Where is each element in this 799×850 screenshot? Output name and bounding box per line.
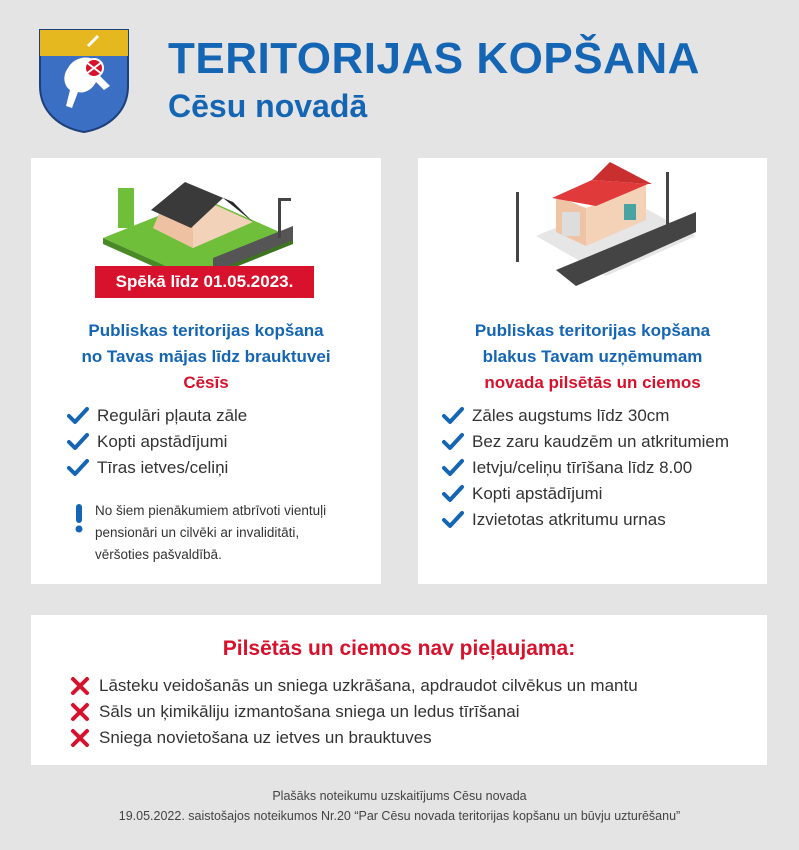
cross-icon: [69, 676, 91, 696]
page-subtitle: Cēsu novadā: [168, 88, 368, 124]
prohibitions-card: [31, 615, 767, 765]
list-item: Tīras ietves/celiņi: [67, 455, 247, 481]
list-item: Bez zaru kaudzēm un atkritumiem: [442, 429, 729, 455]
cross-icon: [69, 702, 91, 722]
check-icon: [442, 458, 464, 478]
left-heading: [31, 318, 381, 396]
business-building-illustration: [496, 162, 696, 296]
right-heading: [418, 318, 767, 396]
business-card: [418, 158, 767, 584]
exclamation-icon: [73, 504, 85, 534]
left-heading-line1: Publiskas teritorijas kopšana: [88, 321, 324, 340]
list-item: Kopti apstādījumi: [442, 481, 729, 507]
validity-badge: Spēkā līdz 01.05.2023.: [95, 266, 314, 298]
list-item: Kopti apstādījumi: [67, 429, 247, 455]
left-heading-line2: no Tavas mājas līdz brauktuvei: [81, 347, 331, 366]
list-item: Sniega novietošana uz ietves un brauktuves: [69, 725, 638, 751]
footer-line1: Plašāks noteikumu uzskaitījums Cēsu novada: [272, 789, 527, 803]
check-icon: [442, 432, 464, 452]
prohibitions-list: [69, 673, 638, 751]
left-heading-red: Cēsīs: [183, 373, 229, 392]
prohibitions-title: Pilsētās un ciemos nav pieļaujama:: [222, 637, 576, 660]
right-heading-line1: Publiskas teritorijas kopšana: [474, 321, 711, 340]
right-heading-line2: blakus Tavam uzņēmumam: [482, 347, 703, 366]
left-checklist: [67, 403, 247, 481]
check-icon: [442, 510, 464, 530]
check-icon: [67, 432, 89, 452]
right-checklist: [442, 403, 729, 533]
coat-of-arms-logo: [38, 28, 130, 134]
check-icon: [442, 484, 464, 504]
right-heading-red: novada pilsētās un ciemos: [484, 373, 701, 392]
cross-icon: [69, 728, 91, 748]
check-icon: [67, 458, 89, 478]
check-icon: [67, 406, 89, 426]
list-item: Zāles augstums līdz 30cm: [442, 403, 729, 429]
exemption-note: No šiem pienākumiem atbrīvoti vientuļi pensionāri un cilvēki ar invaliditāti, vēršoties pašvaldībā.: [95, 503, 327, 562]
list-item: Ietvju/celiņu tīrīšana līdz 8.00: [442, 455, 729, 481]
house-illustration: [93, 168, 303, 278]
footer-line2: 19.05.2022. saistošajos noteikumos Nr.20 “Par Cēsu novada teritorijas kopšanu un būvju uzturēšanu”: [118, 809, 681, 823]
footer-note: [0, 786, 799, 826]
list-item: Lāsteku veidošanās un sniega uzkrāšana, apdraudot cilvēkus un mantu: [69, 673, 638, 699]
list-item: Sāls un ķimikāliju izmantošana sniega un ledus tīrīšanai: [69, 699, 638, 725]
check-icon: [442, 406, 464, 426]
list-item: Izvietotas atkritumu urnas: [442, 507, 729, 533]
page-title: TERITORIJAS KOPŠANA: [168, 34, 700, 83]
list-item: Regulāri pļauta zāle: [67, 403, 247, 429]
private-house-card: [31, 158, 381, 584]
